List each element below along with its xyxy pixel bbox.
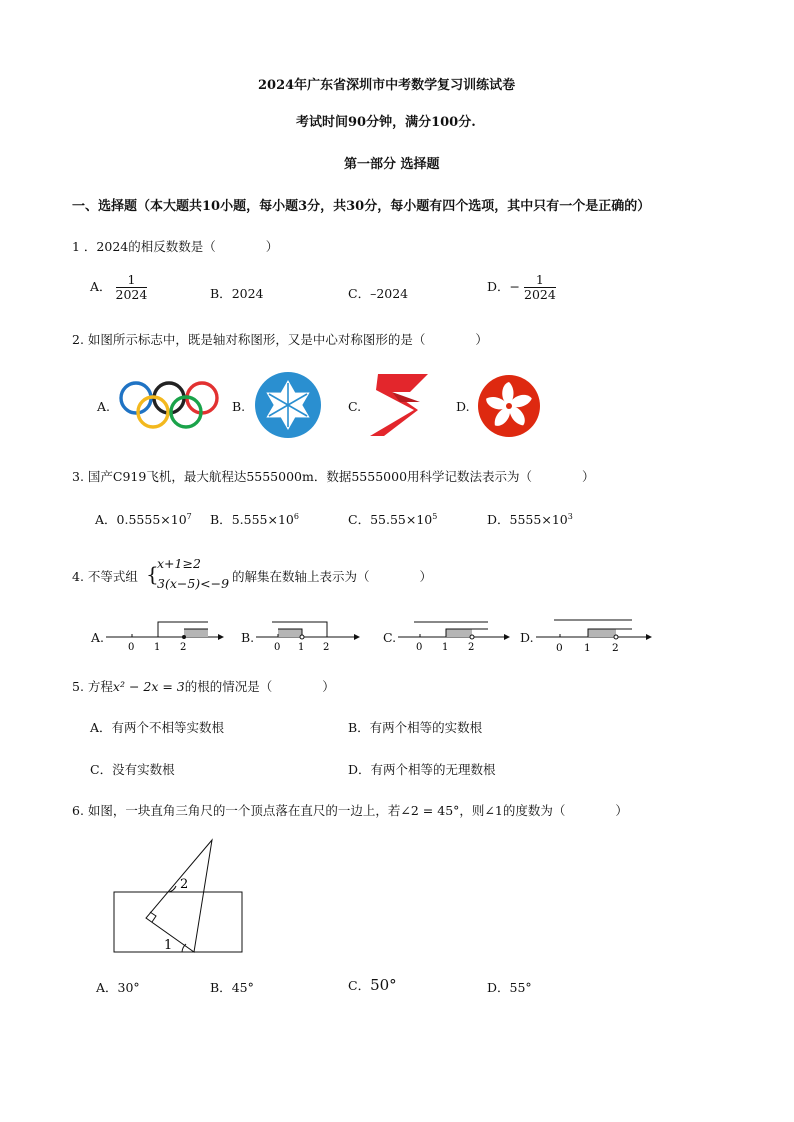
number-line-d [536, 618, 652, 656]
q6-option-c [348, 976, 397, 994]
angle-1-label: 1 [164, 938, 173, 953]
q1-a-label: A． [90, 279, 112, 294]
q1-c-label: C． [348, 286, 371, 301]
angle-2-label: 2 [180, 877, 189, 892]
q1-a-fraction [116, 273, 148, 302]
olympic-rings-logo [116, 380, 226, 430]
number-line-b [256, 620, 360, 656]
q5-stem-pre: 5. 方程 [72, 679, 113, 694]
q1-option-d [487, 273, 556, 302]
q1-a-num: 1 [116, 273, 148, 288]
q6-option-a [96, 978, 140, 996]
part-title: 第一部分 选择题 [344, 157, 440, 172]
q1-stem: 1 ．2024的相反数数是（ ） [72, 239, 279, 254]
q1-option-a [90, 273, 147, 302]
line-b-tick-0: 0 [274, 642, 281, 653]
q5-option-b: B．有两个相等的实数根 [348, 720, 483, 735]
q1-d-num: 1 [524, 273, 556, 288]
q3-a-exp: 7 [186, 511, 192, 521]
line-c-tick-2: 2 [468, 642, 475, 653]
q3-c-label: C． [348, 512, 371, 527]
ruler-triangle-figure [110, 836, 250, 958]
q1-d-sign: − [509, 279, 521, 294]
q4-label-b: B. [241, 630, 255, 645]
q1-d-den: 2024 [524, 287, 556, 302]
line-c-tick-0: 0 [416, 642, 423, 653]
q3-d-label: D． [487, 512, 510, 527]
q3-d-base: 5555×10 [509, 512, 568, 527]
q6-c-value: 50° [370, 976, 397, 994]
q5-equation: x² − 2x = 3 [112, 679, 185, 694]
q6-option-d [487, 978, 532, 996]
q2-label-d: D. [456, 399, 470, 414]
bauhinia-logo [476, 374, 542, 438]
suzuki-s-logo [370, 374, 436, 436]
page-title: 2024年广东省深圳市中考数学复习训练试卷 [258, 78, 516, 93]
q4-label-d: D. [520, 630, 534, 645]
number-line-c [398, 620, 510, 656]
q2-stem: 2. 如图所示标志中，既是轴对称图形，又是中心对称图形的是（ ） [72, 332, 488, 347]
q4-stem-post: 的解集在数轴上表示为（ ） [232, 569, 433, 584]
q2-label-c: C. [348, 399, 362, 414]
q6-a-value: 30° [117, 980, 140, 995]
ruler [114, 892, 242, 952]
snowflake-logo [252, 372, 324, 438]
set-square [146, 840, 212, 952]
section-heading: 一、选择题（本大题共10小题，每小题3分，共30分，每小题有四个选项，其中只有一个是正确的） [72, 199, 651, 214]
line-d-tick-1: 1 [584, 642, 591, 654]
q2-label-b: B. [232, 399, 246, 414]
q6-b-label: B． [210, 980, 232, 995]
line-a-tick-0: 0 [128, 642, 135, 653]
q6-c-label: C． [348, 978, 371, 993]
q4-brace: { [146, 562, 159, 586]
q1-d-label: D． [487, 279, 510, 294]
line-a-tick-1: 1 [154, 642, 161, 653]
q3-c-exp: 5 [432, 511, 438, 521]
line-b-tick-1: 1 [298, 642, 305, 653]
q5-stem [72, 677, 335, 695]
q6-stem: 6. 如图，一块直角三角尺的一个顶点落在直尺的一边上，若∠2 = 45°，则∠1的度数为（ ） [72, 803, 628, 818]
q3-option-b [210, 510, 299, 528]
line-c-tick-1: 1 [442, 642, 449, 653]
q1-option-b [210, 284, 264, 302]
q3-a-label: A． [95, 512, 117, 527]
line-d-tick-2: 2 [612, 642, 619, 654]
q6-d-label: D． [487, 980, 510, 995]
q6-d-value: 55° [509, 980, 532, 995]
q3-option-c [348, 510, 437, 528]
q6-a-label: A． [96, 980, 118, 995]
q4-label-c: C. [383, 630, 397, 645]
q1-b-value: 2024 [231, 286, 264, 301]
q5-stem-post: 的根的情况是（ ） [184, 679, 335, 694]
q3-c-base: 55.55×10 [370, 512, 433, 527]
q3-b-base: 5.555×10 [231, 512, 294, 527]
number-line-a [106, 620, 224, 656]
q4-stem-pre: 4. 不等式组 [72, 569, 138, 584]
q3-d-exp: 3 [567, 511, 573, 521]
q1-c-value: –2024 [370, 286, 409, 301]
q3-b-exp: 6 [293, 511, 299, 521]
q1-b-label: B． [210, 286, 232, 301]
q6-b-value: 45° [231, 980, 254, 995]
q5-option-a: A．有两个不相等实数根 [90, 720, 225, 735]
q4-label-a: A. [91, 630, 105, 645]
q4-ineq-1: x+1≥2 [157, 556, 201, 571]
q3-option-d [487, 510, 573, 528]
q3-option-a [95, 510, 192, 528]
line-b-tick-2: 2 [323, 642, 330, 653]
line-a-tick-2: 2 [180, 642, 187, 653]
right-angle-mark [150, 912, 156, 922]
q5-option-d: D．有两个相等的无理数根 [348, 762, 496, 777]
line-d-tick-0: 0 [556, 642, 563, 654]
q4-ineq-2: 3(x−5)<−9 [157, 576, 230, 591]
q6-option-b [210, 978, 254, 996]
q1-d-fraction [524, 273, 556, 302]
q3-stem: 3. 国产C919飞机，最大航程达5555000m．数据5555000用科学记数法表示为（ ） [72, 469, 595, 484]
s-shape [370, 374, 428, 436]
q1-a-den: 2024 [115, 287, 148, 302]
q5-option-c: C．没有实数根 [90, 762, 175, 777]
exam-time-note: 考试时间90分钟，满分100分. [296, 115, 476, 130]
q1-option-c [348, 284, 408, 302]
q3-a-base: 0.5555×10 [116, 512, 187, 527]
q2-label-a: A. [97, 399, 111, 414]
q3-b-label: B． [210, 512, 232, 527]
